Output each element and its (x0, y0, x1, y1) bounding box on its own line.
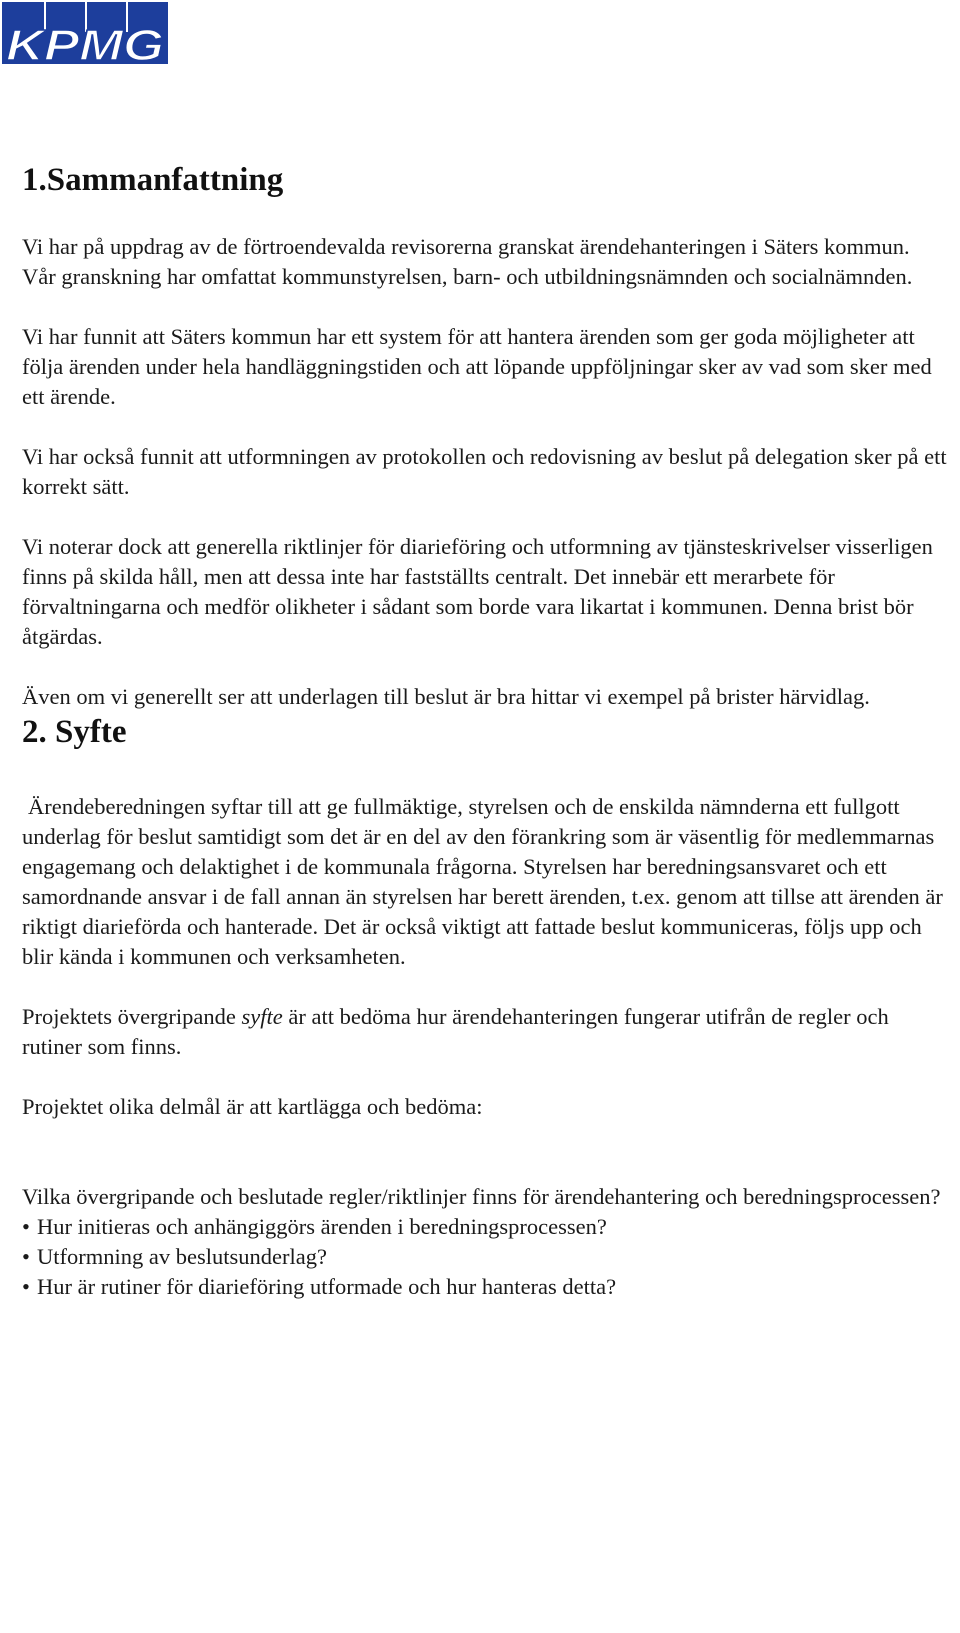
goals-intro: Projektet olika delmål är att kartlägga och bedöma: (22, 1094, 483, 1119)
kpmg-logo (2, 2, 172, 66)
purpose-statement-end: är att bedöma hur ärendehanteringen fungerar utifrån de regler och rutiner som finns. (22, 1004, 889, 1059)
goal-bullet-text: Utformning av beslutsunderlag? (37, 1244, 327, 1269)
summary-paragraph-5: Även om vi generellt ser att underlagen till beslut är bra hittar vi exempel på brister härvidlag. (22, 684, 870, 709)
section-title-syfte: 2. Syfte (22, 714, 127, 750)
summary-paragraph-3: Vi har också funnit att utformningen av protokollen och redovisning av beslut på delegation sker på ett korrekt sätt. (22, 444, 947, 499)
kpmg-logo-graphic (2, 2, 172, 66)
summary-paragraph-1: Vi har på uppdrag av de förtroendevalda revisorerna granskat ärendehanteringen i Säters kommun. Vår granskning har omfattat kommunstyrelsen, barn- och utbildningsnämnden och socialnämnden. (22, 234, 913, 289)
purpose-paragraph-1 (22, 792, 947, 972)
goal-bullet-2 (22, 1242, 947, 1272)
goal-bullet-text: Hur är rutiner för diarieföring utformade och hur hanteras detta? (37, 1274, 617, 1299)
bullet-marker: • (22, 1214, 30, 1239)
goal-bullet-text: Hur initieras och anhängiggörs ärenden i beredningsprocessen? (37, 1214, 607, 1239)
svg-text:KPMG: KPMG (6, 21, 164, 66)
summary-paragraph-2: Vi har funnit att Säters kommun har ett system för att hantera ärenden som ger goda möjligheter att följa ärenden under hela handläggningstiden och att löpande uppföljningar sker av vad som sker med ett ärende. (22, 324, 932, 409)
goal-question-1: Vilka övergripande och beslutade regler/riktlinjer finns för ärendehantering och beredningsprocessen? (22, 1184, 941, 1209)
purpose-statement-start: Projektets övergripande (22, 1004, 242, 1029)
purpose-statement (22, 1002, 947, 1062)
purpose-statement-emphasis: syfte (241, 1004, 283, 1029)
summary-paragraph-4: Vi noterar dock att generella riktlinjer för diarieföring och utformning av tjänsteskrivelser visserligen finns på skilda håll, men att dessa inte har fastställts centralt. Det innebär ett merarbete för förvaltningarna och medför olikheter i sådant som borde vara likartat i kommunen. Denna brist bör åtgärdas. (22, 534, 933, 649)
section-title-sammanfattning: 1.Sammanfattning (22, 162, 284, 198)
purpose-paragraph-1-text: Ärendeberedningen syftar till att ge fullmäktige, styrelsen och de enskilda nämnderna ett fullgott underlag för beslut samtidigt som det är en del av den förankring som är väsentlig för medlemmarnas engagemang och delaktighet i de kommunala frågorna. Styrelsen har beredningsansvaret och ett samordnande ansvar i de fall annan än styrelsen har berett ärenden, t.ex. genom att tillse att ärenden är riktigt diarieförda och hanterade. Det är också viktigt att fattade beslut kommuniceras, följs upp och blir kända i kommunen och verksamheten. (22, 794, 943, 969)
document-body (22, 160, 947, 1302)
bullet-marker: • (22, 1244, 30, 1269)
goal-bullet-1 (22, 1212, 947, 1242)
bullet-marker: • (22, 1274, 30, 1299)
goal-bullet-3 (22, 1272, 947, 1302)
